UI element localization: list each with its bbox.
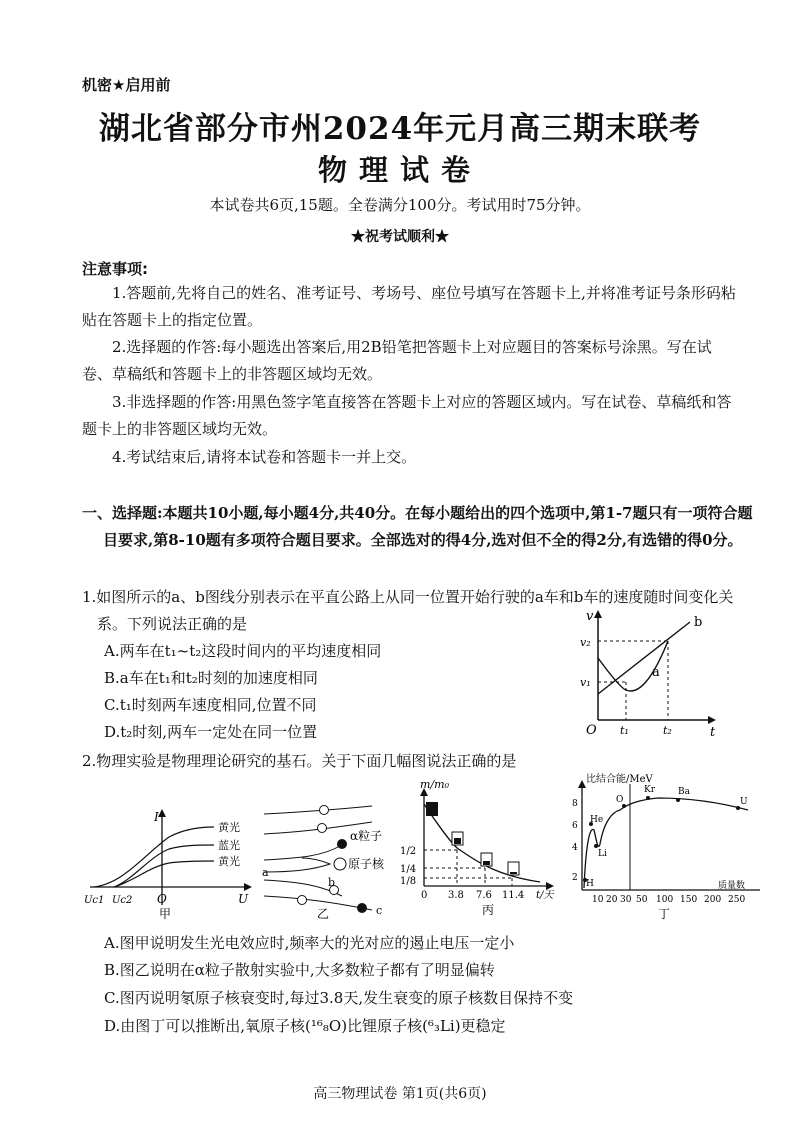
fig-ding-binding-energy [568,772,768,922]
svg-text:H: H [586,879,594,889]
svg-text:质量数: 质量数 [718,881,746,891]
svg-text:I: I [154,810,159,824]
notes-heading: 注意事项: [82,260,148,278]
v2-label: v₂ [580,636,591,649]
svg-text:c: c [376,904,383,917]
v1-label: v₁ [580,676,591,689]
svg-text:Uc2: Uc2 [112,895,133,906]
svg-text:3.8: 3.8 [448,890,464,901]
page-footer: 高三物理试卷 第1页(共6页) [313,1086,487,1102]
svg-text:U: U [740,797,748,807]
svg-text:10: 10 [592,895,604,905]
svg-text:a: a [262,866,269,879]
svg-text:7.6: 7.6 [476,890,492,901]
q1-stem: 1.如图所示的a、b图线分别表示在平直公路上从同一位置开始行驶的a车和b车的速度随时间变化关系。下列说法正确的是 [82,588,734,633]
svg-text:蓝光: 蓝光 [218,839,240,852]
svg-text:黄光: 黄光 [218,821,240,834]
q2-option-b: B.图乙说明在α粒子散射实验中,大多数粒子都有了明显偏转 [104,961,495,979]
q1-option-a: A.两车在t₁~t₂这段时间内的平均速度相同 [104,642,382,660]
fig-bing-radon-decay [400,778,560,918]
q1-option-c: C.t₁时刻两车速度相同,位置不同 [104,696,317,714]
svg-text:t/天: t/天 [536,890,554,901]
svg-text:8: 8 [572,799,578,809]
svg-text:6: 6 [572,821,578,831]
caption-bing: 丙 [482,903,495,917]
q1-vt-graph [580,608,720,738]
svg-text:1/4: 1/4 [400,864,417,875]
good-luck-line: ★祝考试顺利★ [351,229,449,245]
section-1-heading: 一、选择题:本题共10小题,每小题4分,共40分。在每小题给出的四个选项中,第1-7题只有一项符合题目要求,第8-10题有多项符合题目要求。全部选对的得4分,选对但不全的得2分,有选错的得0分。 [82,504,753,549]
svg-text:黄光: 黄光 [218,855,240,868]
svg-text:原子核: 原子核 [348,857,385,871]
a-label: a [652,665,660,680]
confidential-label: 机密★启用前 [82,76,171,94]
caption-ding: 丁 [658,907,671,921]
svg-text:Ba: Ba [678,787,690,797]
svg-text:1/8: 1/8 [400,876,417,887]
q2-stem: 2.物理实验是物理理论研究的基石。关于下面几幅图说法正确的是 [82,752,517,770]
note-item-1: 1.答题前,先将自己的姓名、准考证号、考场号、座位号填写在答题卡上,并将准考证号条形码粘贴在答题卡上的指定位置。 [82,284,736,329]
svg-text:比结合能/MeV: 比结合能/MeV [586,774,653,785]
svg-text:O: O [616,795,624,805]
svg-text:He: He [590,815,604,825]
axis-v-label: v [586,609,594,624]
note-item-4: 4.考试结束后,请将本试卷和答题卡一并上交。 [112,448,417,466]
q1-option-d: D.t₂时刻,两车一定处在同一位置 [104,723,318,741]
q1-option-b: B.a车在t₁和t₂时刻的加速度相同 [104,669,318,687]
exam-info: 本试卷共6页,15题。全卷满分100分。考试用时75分钟。 [209,196,591,214]
caption-yi: 乙 [317,907,330,920]
exam-subject: 物理试卷 [317,153,482,187]
q2-option-d: D.由图丁可以推断出,氧原子核(¹⁶₈O)比锂原子核(⁶₃Li)更稳定 [104,1017,506,1035]
svg-text:Uc1: Uc1 [84,895,105,906]
svg-text:Li: Li [598,849,607,859]
svg-text:U: U [238,892,249,906]
svg-text:20: 20 [606,895,618,905]
b-label: b [694,615,703,630]
q2-option-a: A.图甲说明发生光电效应时,频率大的光对应的遏止电压一定小 [104,934,515,952]
note-item-2: 2.选择题的作答:每小题选出答案后,用2B铅笔把答题卡上对应题目的答案标号涂黑。写在试卷、草稿纸和答题卡上的非答题区域均无效。 [82,338,712,383]
svg-text:m/m₀: m/m₀ [420,778,449,791]
svg-text:250: 250 [728,895,746,905]
axis-t-label: t [710,725,716,738]
t2-label: t₂ [663,724,672,737]
svg-text:0: 0 [421,890,428,901]
svg-text:200: 200 [704,895,722,905]
svg-text:100: 100 [656,895,674,905]
fig-jia-photoelectric [84,805,254,920]
svg-text:150: 150 [680,895,698,905]
svg-text:1/2: 1/2 [400,846,417,857]
svg-text:b: b [328,876,336,889]
exam-title: 湖北省部分市州2024年元月高三期末联考 [98,111,702,147]
svg-text:2: 2 [572,873,578,883]
origin-label: O [586,723,597,738]
caption-jia: 甲 [159,907,172,920]
svg-text:O: O [157,892,167,906]
note-item-3: 3.非选择题的作答:用黑色签字笔直接答在答题卡上对应的答题区域内。写在试卷、草稿纸和答题卡上的非答题区域均无效。 [82,393,732,438]
svg-text:11.4: 11.4 [502,890,525,901]
fig-yi-alpha-scattering [262,800,392,920]
q2-option-c: C.图丙说明氡原子核衰变时,每过3.8天,发生衰变的原子核数目保持不变 [104,989,574,1007]
svg-text:50: 50 [636,895,648,905]
svg-text:4: 4 [572,843,578,853]
svg-text:Kr: Kr [644,785,656,795]
t1-label: t₁ [620,724,629,737]
svg-text:30: 30 [620,895,632,905]
svg-text:α粒子: α粒子 [350,829,383,843]
